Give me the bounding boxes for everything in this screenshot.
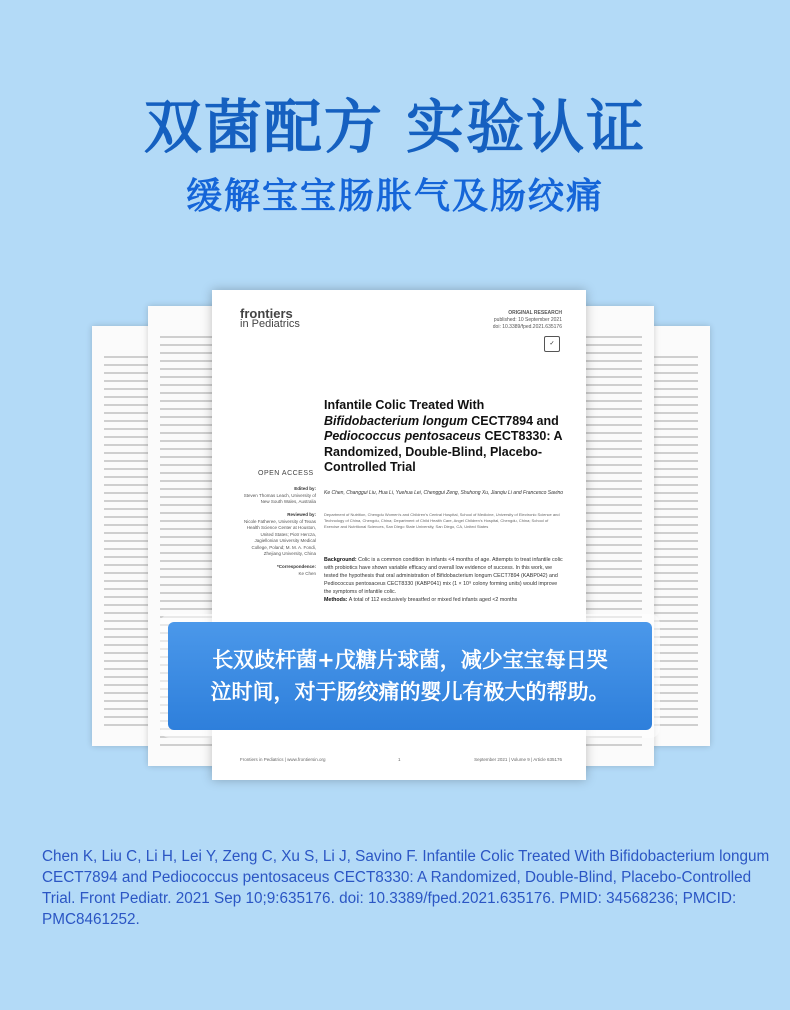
article-affiliations: Department of Nutrition, Chengdu Women's and Children's Central Hospital, School of Medicine, University of Electronic Science and Technology of China, Chengdu, China; Department of Child Health Care, Angel Children's Hospital, Chengdu, China; School of Exercise and Nutritional Sciences, San Diego State University, San Diego, CA, United States (324, 512, 560, 529)
article-abstract: Background: Colic is a common condition in infants <4 months of age. Attempts to treat infantile colic with probiotics have shown variable efficacy and overall low evidence of success. In this work, we tested the hypothesis that oral administration of Bifidobacterium longum CECT7894 (KABP042) and Pediococcus pentosaceus CECT8330 (KABP041) mix (1 × 10⁹ colony forming units) would improve the symptoms of infantile colic. Methods: A total of 112 exclusively breastfed or mixed fed infants aged <2 months (324, 557, 563, 603)
journal-logo: frontiers in Pediatrics (240, 306, 300, 330)
highlight-line-2: 泣时间，对于肠绞痛的婴儿有极大的帮助。 (210, 680, 610, 704)
open-access-label: OPEN ACCESS (258, 470, 314, 477)
check-updates-icon: ✓ (544, 336, 560, 352)
footer-journal: Frontiers in Pediatrics | www.frontiersin.org (240, 757, 326, 762)
footer-volume: September 2021 | Volume 9 | Article 635176 (474, 757, 562, 762)
article-title: Infantile Colic Treated With Bifidobacterium longum CECT7894 and Pediococcus pentosaceus CECT8330: A Randomized, Double-Blind, Placebo-Controlled Trial (324, 398, 563, 474)
highlight-line-1: 长双歧杆菌+戊糖片球菌，减少宝宝每日哭 (212, 648, 608, 672)
highlight-banner (168, 622, 652, 730)
page-subtitle: 缓解宝宝肠胀气及肠绞痛 (185, 176, 604, 217)
page-title: 双菌配方 实验认证 (143, 93, 647, 161)
article-authors: Ke Chen, Changgui Liu, Hua Li, Yuehua Lei, Chenggui Zeng, Shuhong Xu, Jianqiu Li and Francesco Savino (324, 490, 564, 496)
citation-text: Chen K, Liu C, Li H, Lei Y, Zeng C, Xu S, Li J, Savino F. Infantile Colic Treated With Bifidobacterium longum CECT7894 and Pediococcus pentosaceus CECT8330: A Randomized, Double-Blind, Placebo-Controlled Trial. Front Pediatr. 2021 Sep 10;9:635176. doi: 10.3389/fped.2021.635176. PMID: 34568236; PMCID: PMC8461252. (42, 848, 770, 928)
editorial-sidebar: Edited by: Steven Thomas Leach, University of New South Wales, Australia Reviewed by: Nicole Fatheree, University of Texas Health Science Center at Houston, United States; Piotr Hercza, Jagiellonian University Medical College, Poland; M. M. A. Fondi, Zhejiang University, China *Correspondence: Ke Chen (243, 486, 316, 576)
article-meta: ORIGINAL RESEARCH published: 10 September 2021 doi: 10.3389/fped.2021.635176 (492, 310, 562, 330)
footer-page: 1 (398, 757, 401, 762)
